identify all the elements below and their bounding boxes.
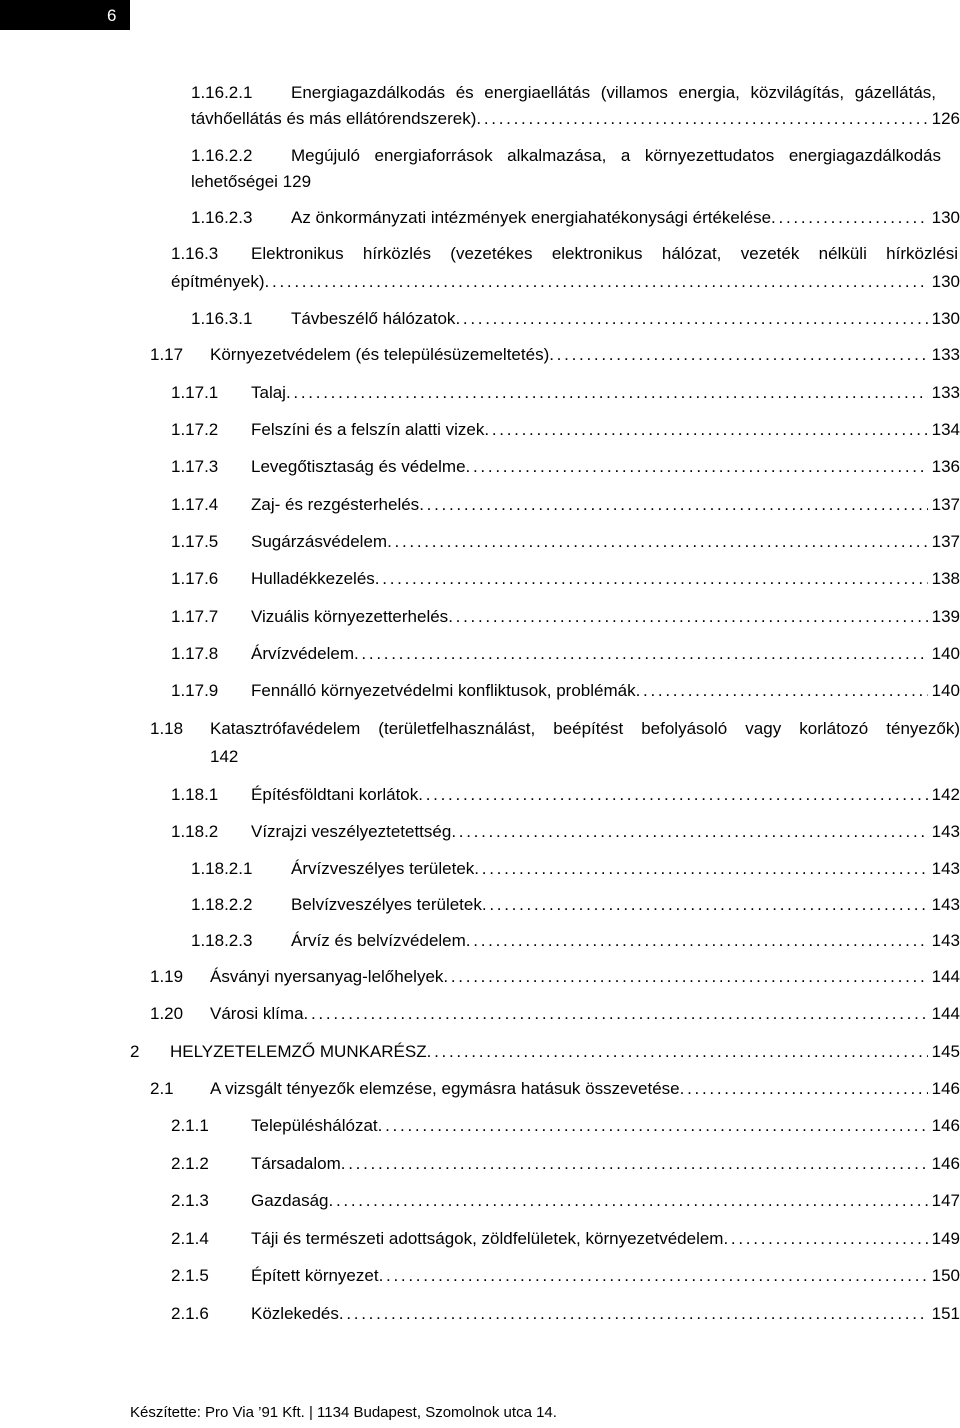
toc-entry-page: 133 [931, 383, 960, 402]
toc-entry-title: Városi klíma [210, 1004, 304, 1023]
toc-entry-number: 1.18.2 [171, 822, 219, 841]
toc-entry-number: 1.17.8 [171, 644, 219, 663]
toc-entry-title: Energiagazdálkodás és energiaellátás (villamos energia, közvilágítás, gázellátás, [291, 83, 936, 102]
toc-entry[interactable] [171, 641, 960, 667]
dot-leader [304, 1001, 928, 1027]
dot-leader [680, 1076, 928, 1102]
toc-entry-title: Településhálózat [251, 1116, 378, 1135]
dot-leader [329, 1188, 928, 1214]
toc-entry-page: 151 [931, 1304, 960, 1323]
toc-entry[interactable] [191, 892, 960, 918]
toc-entry-page: 138 [931, 569, 960, 588]
dot-leader [451, 819, 927, 845]
toc-entry[interactable] [150, 964, 960, 990]
toc-entry-page: 147 [931, 1191, 960, 1210]
toc-entry-title: Közlekedés [251, 1304, 339, 1323]
toc-entry-number: 1.17.3 [171, 457, 219, 476]
toc-entry-title: Árvízvédelem [251, 644, 354, 663]
dot-leader [418, 782, 927, 808]
dot-leader [379, 1263, 928, 1289]
toc-entry-number: 1.17.6 [171, 569, 219, 588]
toc-entry-number: 1.18.2.2 [191, 895, 253, 914]
toc-entry-page: 144 [931, 1004, 960, 1023]
toc-entry[interactable] [171, 819, 960, 845]
dot-leader [419, 492, 927, 518]
toc-entry-title: Vízrajzi veszélyeztetettség [251, 822, 452, 841]
toc-entry[interactable] [171, 566, 960, 592]
toc-entry-number: 1.16.2.3 [191, 208, 253, 227]
toc-entry-title: Árvíz és belvízvédelem [291, 931, 466, 950]
toc-entry[interactable] [171, 1226, 960, 1252]
toc-entry-number: 2.1.6 [171, 1304, 209, 1323]
toc-entry[interactable] [171, 604, 960, 630]
toc-entry-title-continued: 142 [210, 747, 239, 766]
dot-leader [771, 205, 928, 231]
toc-entry-page: 133 [931, 345, 960, 364]
dot-leader [354, 641, 928, 667]
toc-entry-page: 126 [931, 109, 960, 128]
toc-entry-page: 145 [931, 1042, 960, 1061]
toc-entry-page: 143 [931, 895, 960, 914]
toc-entry-number: 1.18.2.1 [191, 859, 253, 878]
toc-entry-number: 1.16.3 [171, 244, 219, 263]
dot-leader [341, 1151, 928, 1177]
toc-entry-title: HELYZETELEMZŐ MUNKARÉSZ [170, 1042, 427, 1061]
dot-leader [484, 417, 927, 443]
toc-entry-title-continued: távhőellátás és más ellátórendszerek) [191, 109, 477, 128]
toc-entry-title: Belvízveszélyes területek [291, 895, 482, 914]
toc-entry-title: Talaj [251, 383, 286, 402]
dot-leader [723, 1226, 927, 1252]
dot-leader [466, 928, 928, 954]
toc-entry[interactable] [171, 454, 960, 480]
toc-entry[interactable] [171, 492, 960, 518]
toc-entry-title: Sugárzásvédelem [251, 532, 388, 551]
toc-entry-number: 1.16.3.1 [191, 309, 253, 328]
toc-entry-title-continued: építmények) [171, 272, 265, 291]
dot-leader [286, 380, 928, 406]
toc-entry-page: 139 [931, 607, 960, 626]
toc-entry-number: 2.1.4 [171, 1229, 209, 1248]
dot-leader [474, 856, 927, 882]
toc-entry[interactable] [171, 1151, 960, 1177]
toc-entry-number: 2.1.2 [171, 1154, 209, 1173]
dot-leader [265, 269, 928, 295]
dot-leader [482, 892, 928, 918]
toc-entry-continuation[interactable] [171, 269, 960, 295]
toc-entry-number: 1.18 [150, 719, 184, 738]
toc-entry-number: 1.18.2.3 [191, 931, 253, 950]
toc-entry-page: 130 [931, 272, 960, 291]
dot-leader [636, 678, 928, 704]
page-footer: Készítette: Pro Via ’91 Kft. | 1134 Budapest, Szomolnok utca 14. [130, 1404, 557, 1421]
toc-entry-title: Épített környezet [251, 1266, 379, 1285]
toc-entry[interactable] [171, 1263, 960, 1289]
toc-entry-number: 1.17.1 [171, 383, 219, 402]
toc-entry-page: 137 [931, 495, 960, 514]
toc-entry-title: Az önkormányzati intézmények energiahatékonysági értékelése [291, 208, 772, 227]
toc-entry-title-continued: lehetőségei 129 [191, 172, 312, 191]
dot-leader [476, 106, 927, 132]
dot-leader [387, 529, 928, 555]
toc-entry-number: 2 [130, 1042, 140, 1061]
toc-entry-page: 146 [931, 1154, 960, 1173]
toc-entry-title: Táji és természeti adottságok, zöldfelületek, környezetvédelem [251, 1229, 724, 1248]
toc-entry-title: Építésföldtani korlátok [251, 785, 419, 804]
dot-leader [378, 1113, 928, 1139]
toc-entry-title: Fennálló környezetvédelmi konfliktusok, problémák [251, 681, 636, 700]
toc-entry[interactable] [171, 782, 960, 808]
toc-entry-number: 1.17.9 [171, 681, 219, 700]
toc-entry[interactable] [171, 417, 960, 443]
toc-entry[interactable] [171, 1301, 960, 1327]
toc-entry-page: 149 [931, 1229, 960, 1248]
toc-entry-page: 136 [931, 457, 960, 476]
toc-entry-title: Környezetvédelem (és településüzemeltetés) [210, 345, 550, 364]
toc-entry-title: Társadalom [251, 1154, 341, 1173]
toc-entry-number: 1.19 [150, 967, 184, 986]
toc-entry-page: 140 [931, 644, 960, 663]
toc-entry-title: Felszíni és a felszín alatti vizek [251, 420, 485, 439]
dot-leader [427, 1039, 928, 1065]
toc-entry[interactable] [191, 928, 960, 954]
toc-entry[interactable] [191, 306, 960, 332]
toc-entry-page: 130 [931, 309, 960, 328]
toc-entry-page: 146 [931, 1079, 960, 1098]
dot-leader [375, 566, 928, 592]
toc-entry[interactable] [191, 80, 936, 106]
toc-entry[interactable] [171, 241, 958, 267]
toc-entry[interactable] [171, 380, 960, 406]
toc-entry-page: 143 [931, 931, 960, 950]
page-number-badge [0, 0, 130, 30]
dot-leader [549, 342, 927, 368]
toc-entry-title: Vizuális környezetterhelés [251, 607, 449, 626]
toc-entry[interactable] [150, 716, 960, 742]
toc-entry-title: Gazdaság [251, 1191, 329, 1210]
toc-entry-title: Távbeszélő hálózatok [291, 309, 456, 328]
toc-entry-page: 140 [931, 681, 960, 700]
toc-entry[interactable] [191, 143, 941, 169]
toc-entry-title: Megújuló energiaforrások alkalmazása, a környezettudatos energiagazdálkodás [291, 146, 941, 165]
toc-entry-number: 2.1.3 [171, 1191, 209, 1210]
toc-entry-number: 1.16.2.2 [191, 146, 253, 165]
toc-entry[interactable] [171, 1113, 960, 1139]
toc-entry-number: 1.16.2.1 [191, 83, 253, 102]
toc-entry[interactable] [171, 529, 960, 555]
toc-entry-number: 1.17.5 [171, 532, 219, 551]
toc-entry[interactable] [150, 1001, 960, 1027]
toc-entry-page: 130 [931, 208, 960, 227]
toc-entry-number: 2.1.1 [171, 1116, 209, 1135]
toc-entry-title: Ásványi nyersanyag-lelőhelyek [210, 967, 444, 986]
toc-entry-number: 1.17 [150, 345, 184, 364]
toc-entry-title: Levegőtisztaság és védelme [251, 457, 466, 476]
toc-entry-page: 137 [931, 532, 960, 551]
toc-entry-page: 146 [931, 1116, 960, 1135]
toc-entry[interactable] [191, 856, 960, 882]
toc-entry[interactable] [191, 205, 960, 231]
toc-entry-title: Zaj- és rezgésterhelés [251, 495, 420, 514]
toc-entry-number: 1.20 [150, 1004, 184, 1023]
toc-entry-page: 150 [931, 1266, 960, 1285]
toc-entry-number: 2.1 [150, 1079, 174, 1098]
toc-entry[interactable] [171, 678, 960, 704]
toc-entry-continuation[interactable] [191, 106, 960, 132]
toc-entry[interactable] [150, 1076, 960, 1102]
toc-entry[interactable] [171, 1188, 960, 1214]
toc-entry-number: 1.17.4 [171, 495, 219, 514]
toc-entry-title: Katasztrófavédelem (területfelhasználást, beépítést befolyásoló vagy korlátozó tényezők) [210, 719, 960, 738]
toc-entry-number: 2.1.5 [171, 1266, 209, 1285]
toc-entry-title: Hulladékkezelés [251, 569, 375, 588]
toc-entry-page: 134 [931, 420, 960, 439]
toc-entry-page: 143 [931, 859, 960, 878]
toc-entry-page: 143 [931, 822, 960, 841]
dot-leader [443, 964, 927, 990]
dot-leader [466, 454, 928, 480]
dot-leader [339, 1301, 928, 1327]
toc-entry-number: 1.18.1 [171, 785, 219, 804]
dot-leader [448, 604, 927, 630]
toc-entry-page: 144 [931, 967, 960, 986]
page-number: 6 [107, 6, 117, 25]
toc-entry-number: 1.17.7 [171, 607, 219, 626]
toc-entry[interactable] [150, 342, 960, 368]
dot-leader [455, 306, 927, 332]
toc-entry-title: Elektronikus hírközlés (vezetékes elektronikus hálózat, vezeték nélküli hírközlési [251, 244, 958, 263]
toc-entry-title: A vizsgált tényezők elemzése, egymásra hatásuk összevetése [210, 1079, 680, 1098]
toc-entry-title: Árvízveszélyes területek [291, 859, 475, 878]
toc-entry-page: 142 [931, 785, 960, 804]
toc-entry-number: 1.17.2 [171, 420, 219, 439]
toc-entry[interactable] [130, 1039, 960, 1065]
